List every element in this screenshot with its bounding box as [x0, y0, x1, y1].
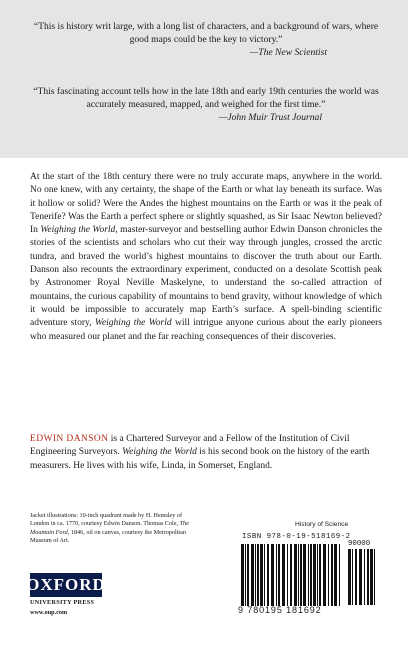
subject-category: History of Science: [295, 521, 349, 528]
bio-text: is a Chartered Surveyor and a Fellow of the Institution of Civil Engineering Surveyors.: [30, 434, 350, 458]
review-quote-1: [30, 20, 382, 60]
quote-text: “This fascinating account tells how in the late 18th and early 19th centuries the world was accurately measured, mapped, and weighed for the first time.”: [33, 86, 379, 111]
quote-attribution: —The New Scientist: [249, 47, 327, 59]
addon-barcode: [346, 549, 378, 605]
publisher-name: UNIVERSITY PRESS: [30, 599, 95, 606]
author-bio: [30, 433, 382, 473]
quote-text: “This is history writ large, with a long list of characters, and a background of wars, where good maps could be the key to victory.”: [33, 21, 379, 46]
oxford-logo: OXFORD: [30, 573, 102, 597]
book-title: Weighing the World: [94, 318, 172, 329]
credits-text: Jacket illustrations: 10-inch quadrant made by H. Hemsley of London in ca. 1770, courtesy Edwin Danson. Thomas Cole,: [30, 512, 183, 528]
barcode-digits: 9 780195 181692: [238, 605, 322, 615]
main-barcode: [239, 544, 343, 606]
book-title: Weighing the World: [122, 447, 197, 458]
credits-text: , 1846, oil on canvas, courtesy the Metropolitan Museum of Art.: [30, 528, 186, 544]
publisher-website: www.oup.com: [30, 609, 68, 616]
book-description: [30, 171, 382, 344]
isbn-number: ISBN 978-0-19-518169-2: [242, 533, 351, 541]
painting-title: The Mountain Ford: [30, 520, 189, 536]
quote-attribution: —John Muir Trust Journal: [218, 112, 322, 124]
isbn-barcode: [236, 532, 382, 619]
description-text: At the start of the 18th century there were no truly accurate maps, anywhere in the world. No one knew, with any certainty, the shape of the Earth or what lay beneath its surface. Was it hollow or solid? Were the Andes the highest mountains on the Earth or was it the peak of Tenerife? Was the Earth a perfect sphere or slightly squashed, as Sir Isaac Newton believed? In: [30, 172, 382, 236]
price-code: 90000: [348, 540, 371, 548]
bio-text: is his second book on the history of the earth measurers. He lives with his wife, Linda, in Somerset, England.: [30, 447, 370, 471]
author-name: EDWIN DANSON: [30, 434, 109, 444]
description-text: , master-surveyor and bestselling author Edwin Danson chronicles the stories of the scientists and scholars who cut their way through jungles, crossed the arctic tundra, and braved the world’s highest mountains to discover the truth about our Earth. Danson also recounts the extraordinary experiment, conducted on a desolate Scottish peak by Astronomer Royal Neville Maskelyne, to understand the so-called attraction of mountains, the curious capability of mountains to bend gravity, without knowledge of which it would be impossible to accurately map Earth’s surface. A spell-binding scientific adventure story,: [30, 225, 382, 329]
jacket-credits: [30, 512, 190, 545]
book-title: Weighing the World: [40, 225, 116, 236]
review-quote-2: [30, 85, 382, 125]
description-text: will intrigue anyone curious about the early pioneers who measured our planet and the far reaching consequences of their discoveries.: [30, 318, 382, 342]
